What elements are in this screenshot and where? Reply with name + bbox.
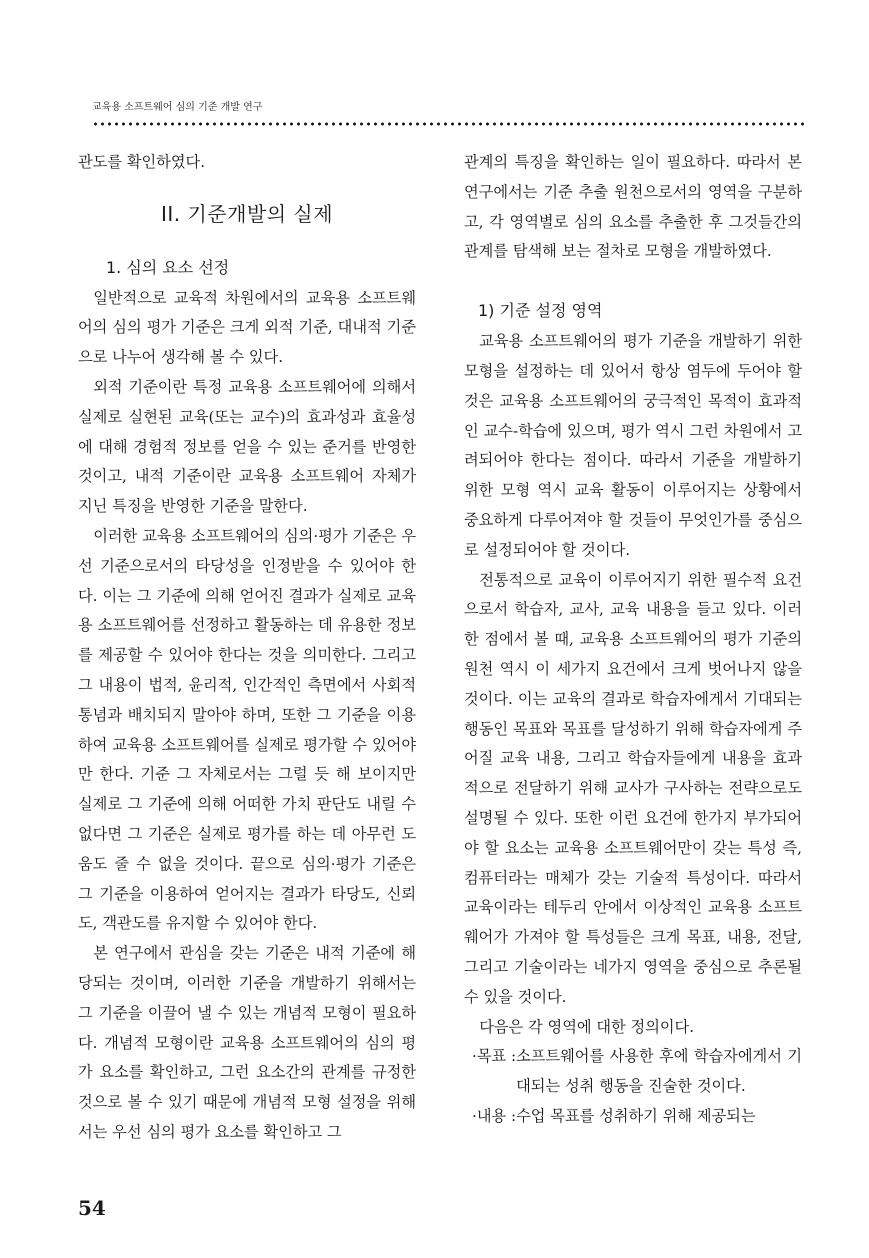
page-number: 54 [78, 1196, 106, 1220]
paragraph: 본 연구에서 관심을 갖는 기준은 내적 기준에 해당되는 것이며, 이러한 기준을 개발하기 위해서는 그 기준을 이끌어 낼 수 있는 개념적 모형이 필요하다. 개념적 모형이란 교육용 소프트웨어의 심의 평가 요소를 확인하고, 그런 요소간의 관계를 규정한 것으로 볼 수 있기 때문에 개념적 모형 설정을 위해서는 우선 심의 평가 요소를 확인하고 그 [78, 944, 416, 1141]
right-column [464, 148, 802, 1132]
paragraph: 다음은 각 영역에 대한 정의이다. [479, 1017, 695, 1036]
definition-goal [464, 1042, 802, 1102]
definition-text: 소프트웨어를 사용한 후에 학습자에게서 기대되는 성취 행동을 진술한 것이다. [516, 1047, 802, 1096]
section-title: II. 기준개발의 실제 [160, 201, 334, 226]
running-head: 교육용 소프트웨어 심의 기준 개발 연구 [92, 102, 263, 113]
subsection-title: 1) 기준 설정 영역 [478, 301, 603, 321]
definition-term: ·내용 : [472, 1106, 517, 1125]
left-column [78, 148, 416, 1148]
definition-content [464, 1102, 802, 1132]
paragraph: 전통적으로 교육이 이루어지기 위한 필수적 요건으로서 학습자, 교사, 교육 내용을 들고 있다. 이러한 점에서 볼 때, 교육용 소프트웨어의 평가 기준의 원천 역시 이 세가지 요건에서 크게 벗어나지 않을 것이다. 이는 교육의 결과로 학습자에게서 기대되는 행동인 목표와 목표를 달성하기 위해 학습자에게 주어질 교육 내용, 그리고 학습자들에게 내용을 효과적으로 전달하기 위해 교사가 구사하는 전략으로도 설명될 수 있다. 또한 이런 요건에 한가지 부가되어야 할 요소는 교육용 소프트웨어만이 갖는 특성 즉, 컴퓨터라는 매체가 갖는 기술적 특성이다. 따라서 교육이라는 테두리 안에서 이상적인 교육용 소프트웨어가 가져야 할 특성들은 크게 목표, 내용, 전달, 그리고 기술이라는 네가지 영역을 중심으로 추론될 수 있을 것이다. [464, 570, 802, 1006]
paragraph: 교육용 소프트웨어의 평가 기준을 개발하기 위한 모형을 설정하는 데 있어서 항상 염두에 두어야 할 것은 교육용 소프트웨어의 궁극적인 목적이 효과적인 교수-학습에 있으며, 평가 역시 그런 차원에서 고려되어야 한다는 점이다. 따라서 기준을 개발하기 위한 모형 역시 교육 활동이 이루어지는 상황에서 중요하게 다루어져야 할 것들이 무엇인가를 중심으로 설정되어야 할 것이다. [464, 332, 802, 559]
definition-text: 수업 목표를 성취하기 위해 제공되는 [516, 1106, 756, 1125]
header-dotted-rule [92, 121, 807, 127]
subsection-title: 1. 심의 요소 선정 [106, 257, 230, 277]
paragraph: 외적 기준이란 특정 교육용 소프트웨어에 의해서 실제로 실현된 교육(또는 교수)의 효과성과 효율성에 대해 경험적 정보를 얻을 수 있는 준거를 반영한 것이고, 내적 기준이란 교육용 소프트웨어 자체가 지닌 특징을 반영한 기준을 말한다. [78, 377, 416, 516]
paragraph: 일반적으로 교육적 차원에서의 교육용 소프트웨어의 심의 평가 기준은 크게 외적 기준, 대내적 기준으로 나누어 생각해 볼 수 있다. [78, 288, 416, 367]
paragraph: 이러한 교육용 소프트웨어의 심의·평가 기준은 우선 기준으로서의 타당성을 인정받을 수 있어야 한다. 이는 그 기준에 의해 얻어진 결과가 실제로 교육용 소프트웨어를 선정하고 활동하는 데 유용한 정보를 제공할 수 있어야 한다는 것을 의미한다. 그리고 그 내용이 법적, 윤리적, 인간적인 측면에서 사회적 통념과 배치되지 말아야 하며, 또한 그 기준을 이용하여 교육용 소프트웨어를 실제로 평가할 수 있어야만 한다. 기준 그 자체로서는 그럴 듯 해 보이지만 실제로 그 기준에 의해 어떠한 가치 판단도 내릴 수 없다면 그 기준은 실제로 평가를 하는 데 아무런 도움도 줄 수 없을 것이다. 끝으로 심의·평가 기준은 그 기준을 이용하여 얻어지는 결과가 타당도, 신뢰도, 객관도를 유지할 수 있어야 한다. [78, 526, 416, 933]
paragraph: 관계의 특징을 확인하는 일이 필요하다. 따라서 본 연구에서는 기준 추출 원천으로서의 영역을 구분하고, 각 영역별로 심의 요소를 추출한 후 그것들간의 관계를 탐색해 보는 절차로 모형을 개발하였다. [464, 153, 802, 261]
definition-term: ·목표 : [472, 1047, 517, 1066]
paragraph: 관도를 확인하였다. [78, 153, 206, 171]
